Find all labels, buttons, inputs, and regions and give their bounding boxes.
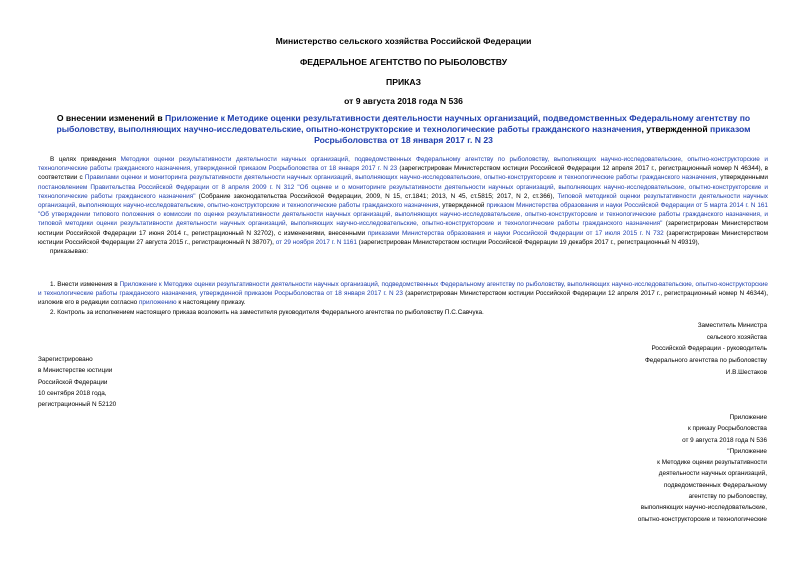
appendix-line: опытно-конструкторские и технологические: [637, 515, 767, 523]
preamble-paragraph: [38, 155, 768, 256]
appendix-line: к Методике оценки результативности: [657, 459, 767, 467]
appendix-header: [507, 412, 767, 525]
preamble-text-6: (зарегистрирован Министерством юстиции Российской Федерации 17 июня 2014 г., регистрационный N 32702), с изменениями, внесенными: [38, 220, 768, 237]
preamble-text-2: (зарегистрирован Министерством юстиции Российской Федерации 12 апреля 2017 г., регистрационный номер N 46344), в соответствии с: [38, 165, 768, 182]
preamble-link-typical-methodology[interactable]: Типовой методикой оценки результативности деятельности научных организаций, выполняющих научно-исследовательские, опытно-конструкторские и технологические работы гражданского назначения: [38, 192, 768, 210]
signature-line: Федерального агентства по рыболовству: [644, 357, 767, 365]
ministry-heading: Министерство сельского хозяйства Российской Федерации: [275, 36, 532, 46]
registration-block: [38, 354, 238, 410]
appendix-line: деятельности научных организаций,: [658, 470, 767, 478]
registration-line: 10 сентября 2018 года,: [38, 389, 107, 397]
preamble-text-4: (Собрание законодательства Российской Федерации, 2009, N 15, ст.1841; 2013, N 45, ст.5815; 2017, N 2, ст.366),: [195, 192, 558, 200]
item1-text-3: к настоящему приказу.: [176, 299, 246, 307]
item1-text-1: 1. Внести изменения в: [50, 281, 120, 288]
title-link-order[interactable]: приказом Росрыболовства от 18 января 2017 г. N 23: [314, 124, 751, 145]
appendix-line: "Приложение: [727, 447, 767, 455]
item1-link-appendix[interactable]: Приложение к Методике оценки результативности деятельности научных организаций, подведомственных Федеральному агентству по рыболовству, выполняющих научно-исследовательские, опытно-конструкторские и технологические работы гражданского назначения, утвержденной приказом Росрыболовства от 18 января 2017 г. N 23: [38, 281, 768, 298]
preamble-text-8: (зарегистрирован Министерством юстиции Российской Федерации 19 декабря 2017 г., регистрационный N 49319),: [356, 238, 700, 246]
document-type-heading: ПРИКАЗ: [386, 77, 421, 87]
item1-link-annex[interactable]: приложению: [138, 299, 177, 307]
registration-line: в Министерстве юстиции: [38, 367, 113, 375]
signature-line: сельского хозяйства: [706, 333, 767, 341]
preamble-link-orders-732[interactable]: приказами Министерства образования и науки Российской Федерации от 17 июля 2015 г. N 732: [367, 229, 664, 237]
title-prefix: О внесении изменений в: [56, 113, 166, 123]
preamble-link-order-1161[interactable]: от 29 ноября 2017 г. N 1161: [275, 238, 357, 246]
signature-line: Российской Федерации - руководитель: [651, 345, 767, 353]
appendix-line: агентству по рыболовству,: [688, 493, 767, 501]
order-item-2: 2. Контроль за исполнением настоящего приказа возложить на заместителя руководителя Федерального агентства по рыболовству П.С.Савчука.: [50, 309, 484, 316]
title-link-appendix[interactable]: Приложение к Методике оценки результативности деятельности научных организаций, подведомственных Федеральному агентству по рыболовству, выполняющих научно-исследовательские, опытно-конструкторские и технологические работы гражданского назначения: [56, 113, 751, 134]
preamble-link-rules[interactable]: Правилами оценки и мониторинга результативности деятельности научных организаций, выполняющих научно-исследовательские, опытно-конструкторские и технологические работы гражданского назначения: [84, 174, 717, 182]
item1-text-2: (зарегистрирован Министерством юстиции Российской Федерации 12 апреля 2017 г., регистрационный номер N 46344), изложив его в редакции согласно: [38, 290, 769, 307]
preamble-text-1: В целях приведения: [50, 156, 121, 163]
date-number-heading: от 9 августа 2018 года N 536: [344, 96, 463, 106]
registration-line: регистрационный N 52120: [38, 401, 117, 409]
title-mid: , утвержденной: [641, 124, 711, 134]
registration-line: Российской Федерации: [38, 378, 108, 386]
document-title: [30, 113, 777, 146]
appendix-line: от 9 августа 2018 года N 536: [682, 436, 767, 444]
preamble-text-7: (зарегистрирован Министерством юстиции Российской Федерации 27 августа 2015 г., регистрационный N 38707),: [38, 229, 769, 246]
preamble-link-resolution[interactable]: постановлением Правительства Российской Федерации от 8 апреля 2009 г. N 312 "Об оценке и о мониторинге результативности деятельности научных организаций, выполняющих научно-исследовательские, опытно-конструкторские и технологические работы гражданского назначения": [38, 183, 768, 200]
appendix-line: Приложение: [729, 414, 767, 421]
preamble-text-3: , утвержденными: [716, 174, 768, 182]
appendix-line: подведомственных Федеральному: [663, 481, 767, 489]
preamble-text-5: , утвержденной: [438, 202, 487, 210]
signature-block: [507, 320, 767, 379]
appendix-line: выполняющих научно-исследовательские,: [640, 504, 767, 512]
registration-line: Зарегистрировано: [38, 356, 93, 363]
signature-name: И.В.Шестаков: [725, 368, 767, 376]
preamble-link-order-161[interactable]: приказом Министерства образования и науки Российской Федерации от 5 марта 2014 г. N 161 "Об утверждении типового положения о комиссии по оценке результативности деятельности научных организаций, выполняющих научно-исследовательские, опытно-конструкторские и технологические работы гражданского назначения, и типовой методики оценки результативности деятельности научных организаций, выполняющих научно-исследовательские, опытно-конструкторские и технологические работы гражданского назначения": [38, 202, 768, 228]
appendix-line: к приказу Росрыболовства: [687, 425, 767, 433]
order-item-1: [38, 280, 768, 308]
preamble-link-methodology[interactable]: Методики оценки результативности деятельности научных организаций, подведомственных Федеральному агентству по рыболовству, выполняющих научно-исследовательские, опытно-конструкторские и технологические работы гражданского назначения, утвержденной приказом Росрыболовства от 18 января 2017 г. N 23: [38, 156, 769, 173]
preamble-order-word: приказываю:: [50, 248, 88, 256]
agency-heading: ФЕДЕРАЛЬНОЕ АГЕНТСТВО ПО РЫБОЛОВСТВУ: [299, 57, 508, 67]
signature-line: Заместитель Министра: [697, 322, 767, 329]
